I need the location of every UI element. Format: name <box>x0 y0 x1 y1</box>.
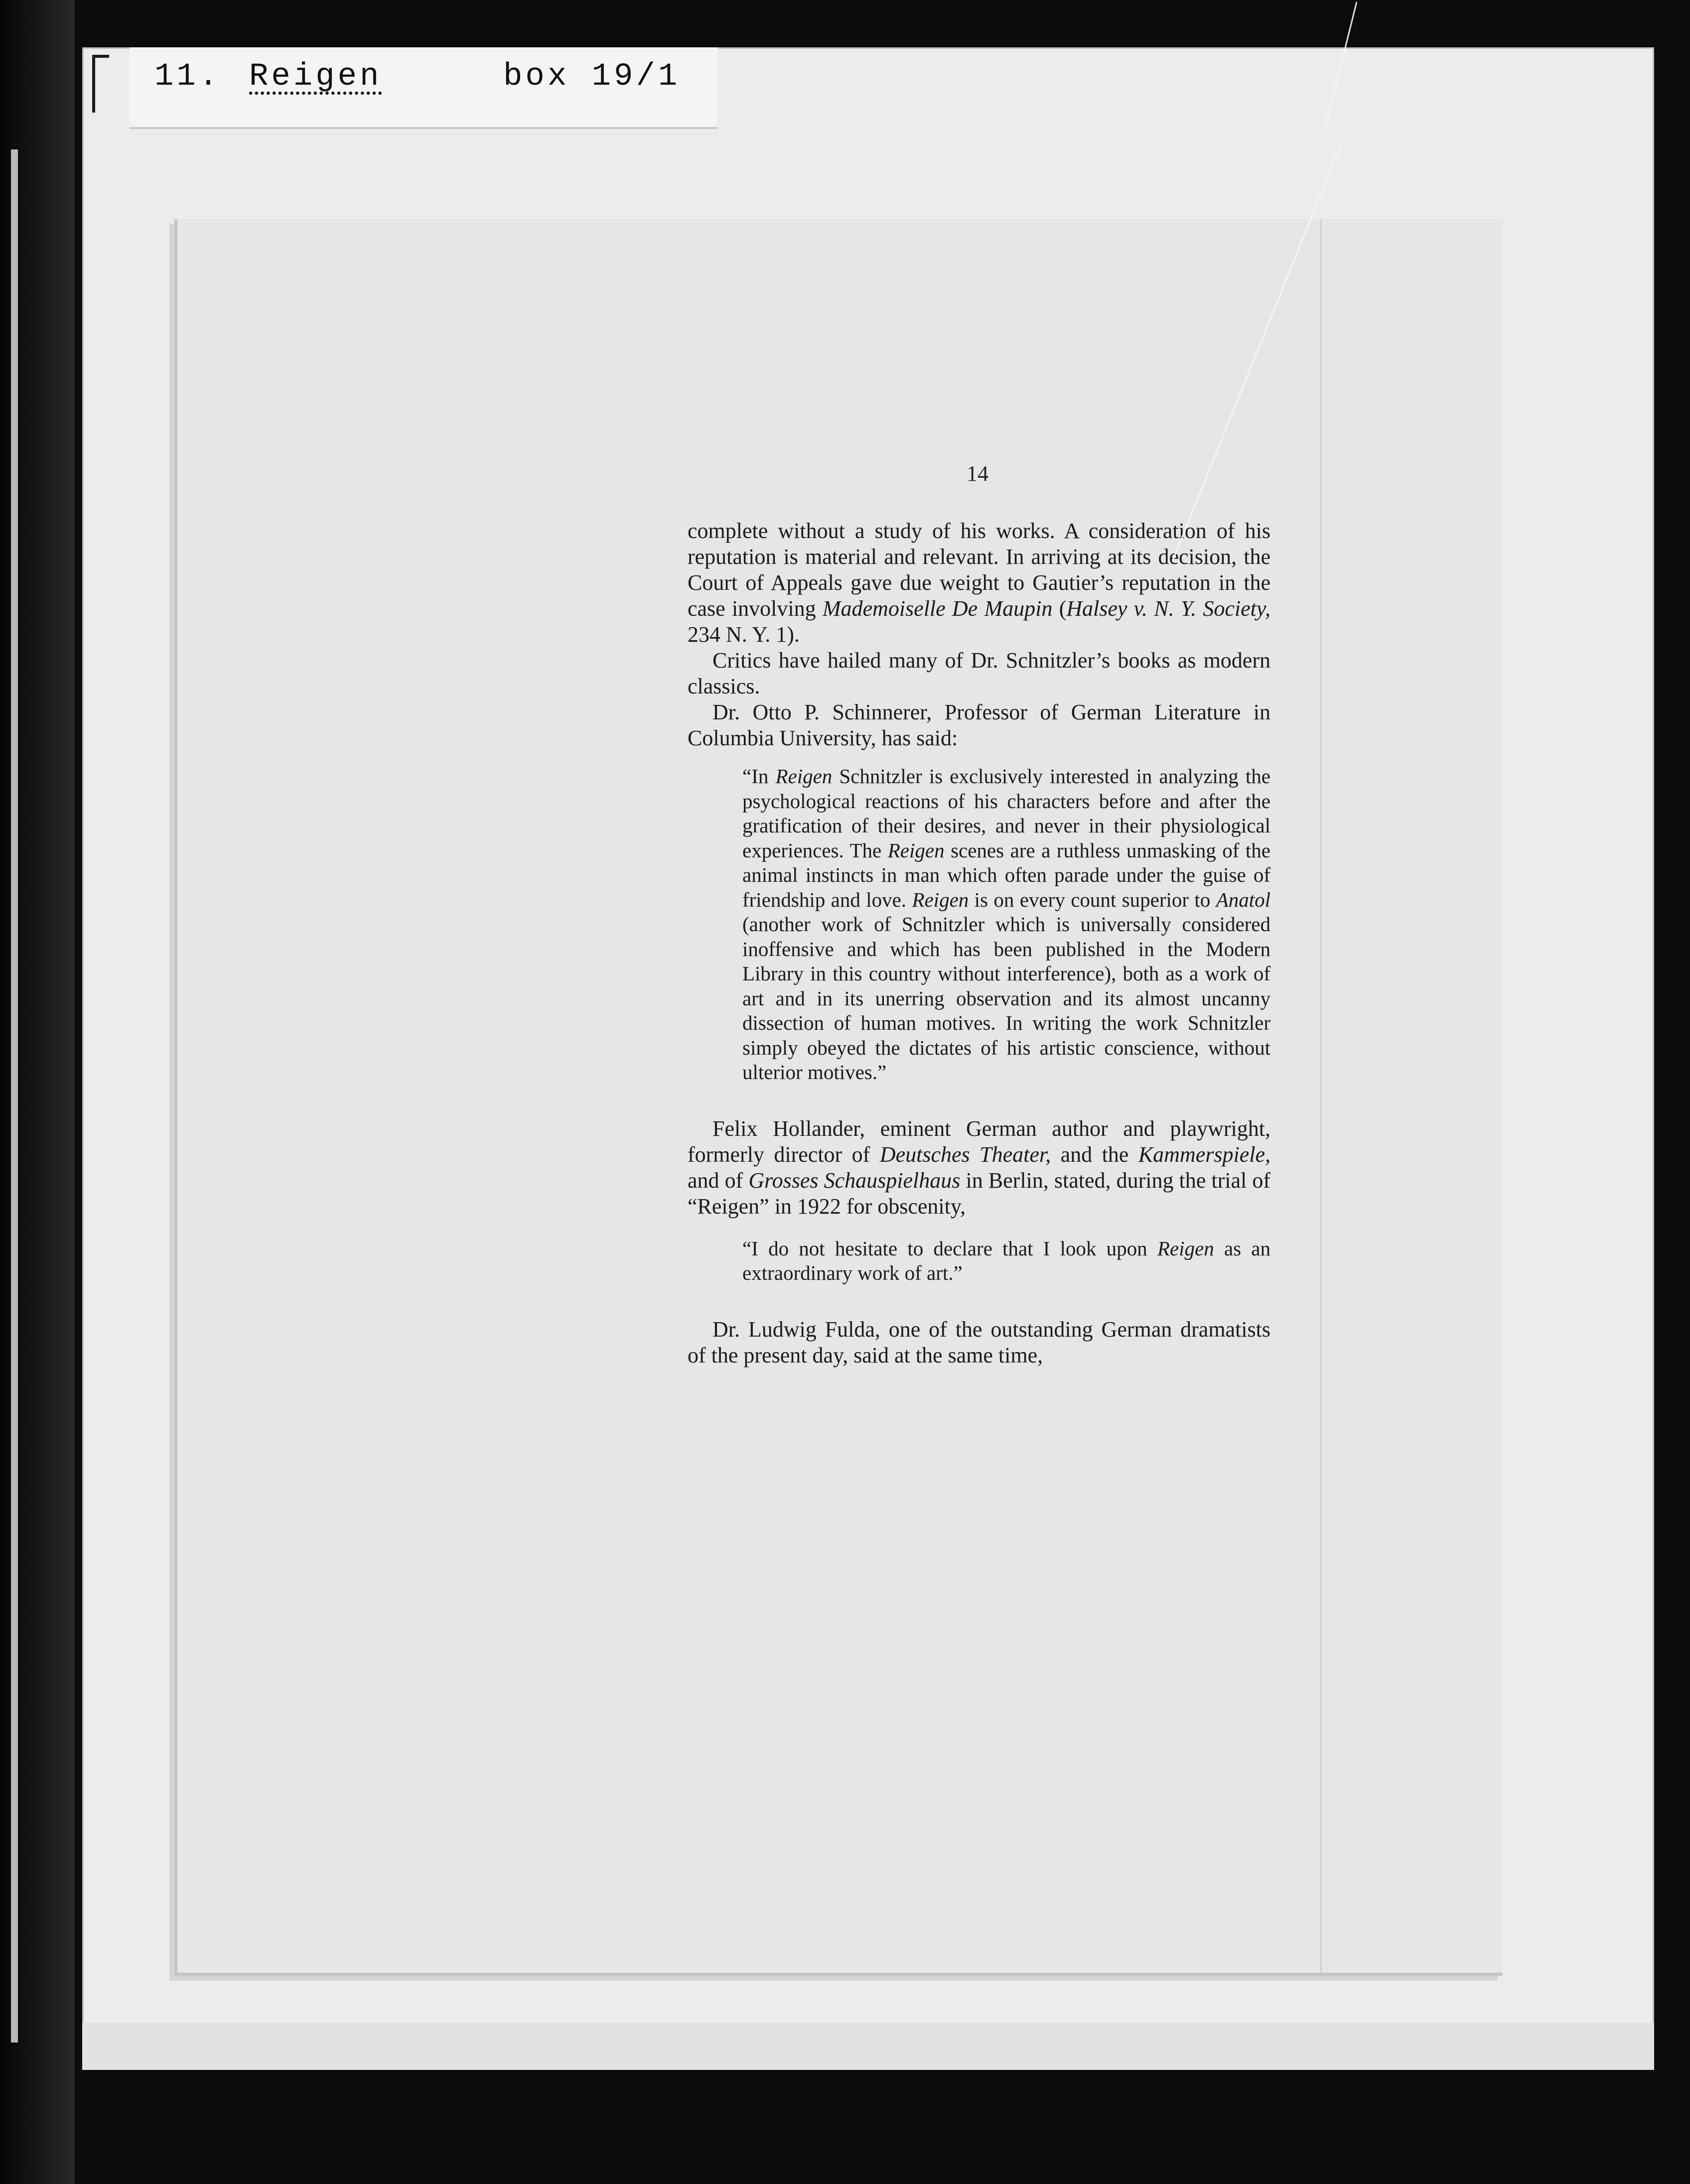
folder-title: Reigen <box>249 59 382 95</box>
paragraph-fulda: Dr. Ludwig Fulda, one of the outstanding German dramatists of the present day, said at the same time, <box>688 1317 1270 1367</box>
page-number: 14 <box>967 461 988 486</box>
paragraph-hollander: Felix Hollander, eminent German author and playwright, formerly director of Deutsches Theater, and the Kammerspiele, and of Grosses Schauspielhaus in Berlin, stated, during the trial of “Reigen” in 1922 for obscenity, <box>688 1116 1270 1219</box>
corner-bracket-mark <box>92 55 109 113</box>
card-bottom-edge <box>82 2023 1654 2070</box>
paragraph-critics: Critics have hailed many of Dr. Schnitzler’s books as modern classics. <box>688 648 1270 698</box>
folder-box: box 19/1 <box>503 59 681 95</box>
film-edge-strip <box>11 149 18 2043</box>
paragraph-reputation: complete without a study of his works. A consideration of his reputation is material and relevant. In arriving at its decision, the Court of Appeals gave due weight to Gautier’s reputation in the case involving Mademoiselle De Maupin (Halsey v. N. Y. Society, 234 N. Y. 1). <box>688 519 1270 647</box>
page-frame-edge <box>1320 219 1501 1973</box>
body-text <box>688 518 1270 1368</box>
paragraph-schinnerer: Dr. Otto P. Schinnerer, Professor of German Literature in Columbia University, has said: <box>688 700 1270 750</box>
quote-schinnerer: “In Reigen Schnitzler is exclusively interested in analyzing the psychological reactions of his characters before and after the gratification of their desires, and never in their physiological experiences. The Reigen scenes are a ruthless unmasking of the animal instincts in man which often parade under the guise of friendship and love. Reigen is on every count superior to Anatol (another work of Schnitzler which is universally considered inoffensive and which has been published in the Modern Library in this country without interference), both as a work of art and in its unerring observation and its almost uncanny dissection of human motives. In writing the work Schnitzler simply obeyed the dictates of his artistic conscience, without ulterior motives.” <box>742 765 1271 1084</box>
folder-number: 11. <box>154 59 221 95</box>
quote-hollander: “I do not hesitate to declare that I look upon Reigen as an extraordinary work of art.” <box>742 1236 1270 1284</box>
